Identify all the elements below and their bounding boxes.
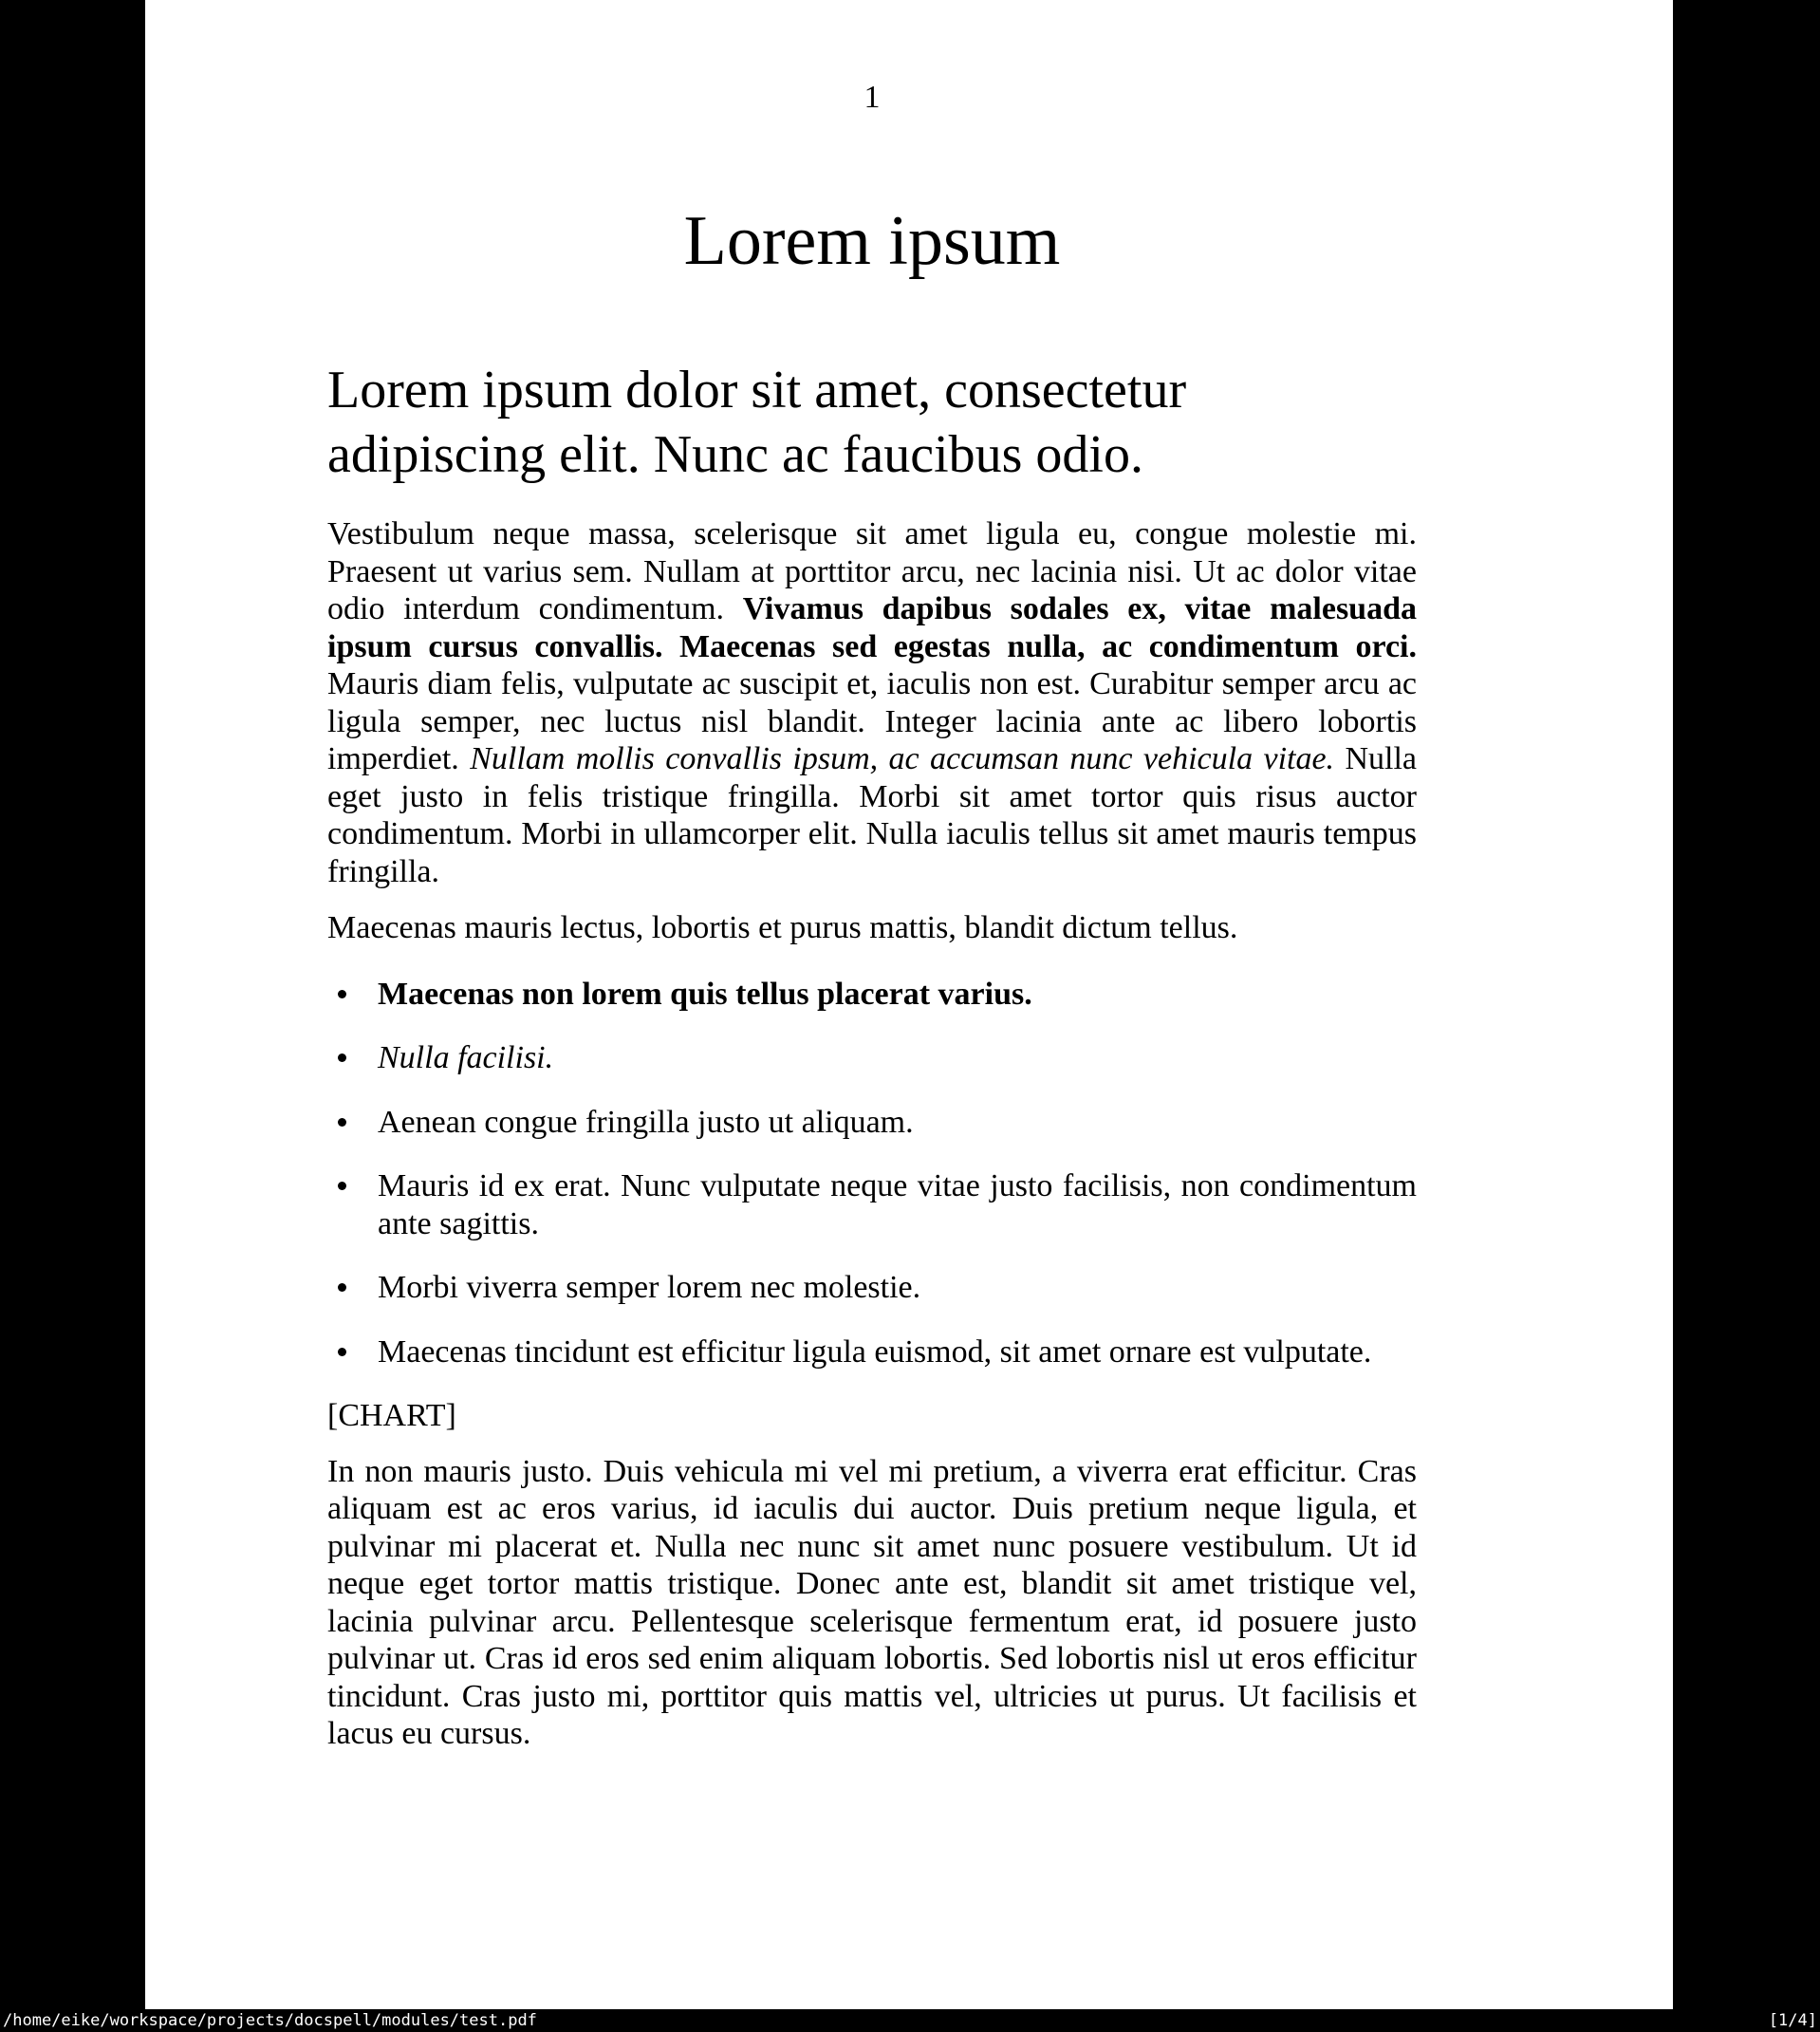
section-heading: Lorem ipsum dolor sit amet, consectetur adipiscing elit. Nunc ac faucibus odio. xyxy=(327,361,1187,484)
pdf-page[interactable] xyxy=(145,0,1673,2009)
page-number: 1 xyxy=(864,80,881,115)
paragraph-2: Maecenas mauris lectus, lobortis et purus mattis, blandit dictum tellus. xyxy=(327,910,1238,945)
chart-placeholder: [CHART] xyxy=(327,1398,456,1433)
bullet-icon xyxy=(338,990,346,998)
list-item: Maecenas tincidunt est efficitur ligula euismod, sit amet ornare est vulputate. xyxy=(327,1333,1417,1371)
bullet-icon xyxy=(338,1182,346,1190)
list-item: Nulla facilisi. xyxy=(327,1039,1417,1077)
bullet-icon xyxy=(338,1348,346,1356)
list-item: Morbi viverra semper lorem nec molestie. xyxy=(327,1269,1417,1307)
paragraph-3: In non mauris justo. Duis vehicula mi vel mi pretium, a viverra erat efficitur. Cras aliquam est ac eros varius, id iaculis dui auctor. Duis pretium neque ligula, et pulvinar mi placerat et. Nulla nec nunc sit amet nunc posuere vestibulum. Ut id neque eget tortor mattis tristique. Donec ante est, blandit sit amet tristique vel, lacinia pulvinar arcu. Pellentesque scelerisque fermentum erat, id posuere justo pulvinar ut. Cras id eros sed enim aliquam lobortis. Sed lobortis nisl ut eros efficitur tincidunt. Cras justo mi, porttitor quis mattis vel, ultricies ut purus. Ut facilisis et lacus eu cursus. xyxy=(327,1453,1417,1751)
bullet-icon xyxy=(338,1118,346,1127)
status-bar xyxy=(0,2009,1820,2032)
paragraph-1 xyxy=(327,515,1417,890)
bullet-list xyxy=(327,976,1417,1371)
text-segment-normal: Vestibulum neque massa, scelerisque sit amet ligula eu, congue molestie mi. Praesent ut varius sem. Nullam at porttitor arcu, nec lacinia nisi. Ut ac dolor vitae odio interdum condimentum. xyxy=(327,516,1417,626)
text-segment-bold: Vivamus dapibus sodales ex, vitae malesuada ipsum cursus convallis. Maecenas sed egestas nulla, ac condimentum orci. xyxy=(327,591,1417,664)
text-segment-normal: Mauris diam felis, vulputate ac suscipit et, iaculis non est. Curabitur semper arcu ac ligula semper, nec luctus nisl blandit. Integer lacinia ante ac libero lobortis imperdiet. xyxy=(327,666,1417,776)
list-item: Mauris id ex erat. Nunc vulputate neque vitae justo facilisis, non condimentum ante sagittis. xyxy=(327,1167,1417,1242)
text-segment-normal: Nulla eget justo in felis tristique fringilla. Morbi sit amet tortor quis risus auctor condimentum. Morbi in ullamcorper elit. Nulla iaculis tellus sit amet mauris tempus fringilla. xyxy=(327,741,1418,889)
list-item: Aenean congue fringilla justo ut aliquam. xyxy=(327,1104,1417,1142)
status-file-path: /home/eike/workspace/projects/docspell/modules/test.pdf xyxy=(3,2011,537,2030)
list-item: Maecenas non lorem quis tellus placerat varius. xyxy=(327,976,1417,1014)
bullet-icon xyxy=(338,1053,346,1062)
page-content xyxy=(327,82,1417,1753)
bullet-icon xyxy=(338,1283,346,1292)
text-segment-italic: Nullam mollis convallis ipsum, ac accumsan nunc vehicula vitae. xyxy=(470,741,1335,776)
status-page-indicator: [1/4] xyxy=(1768,2011,1817,2030)
document-title: Lorem ipsum xyxy=(683,202,1061,280)
